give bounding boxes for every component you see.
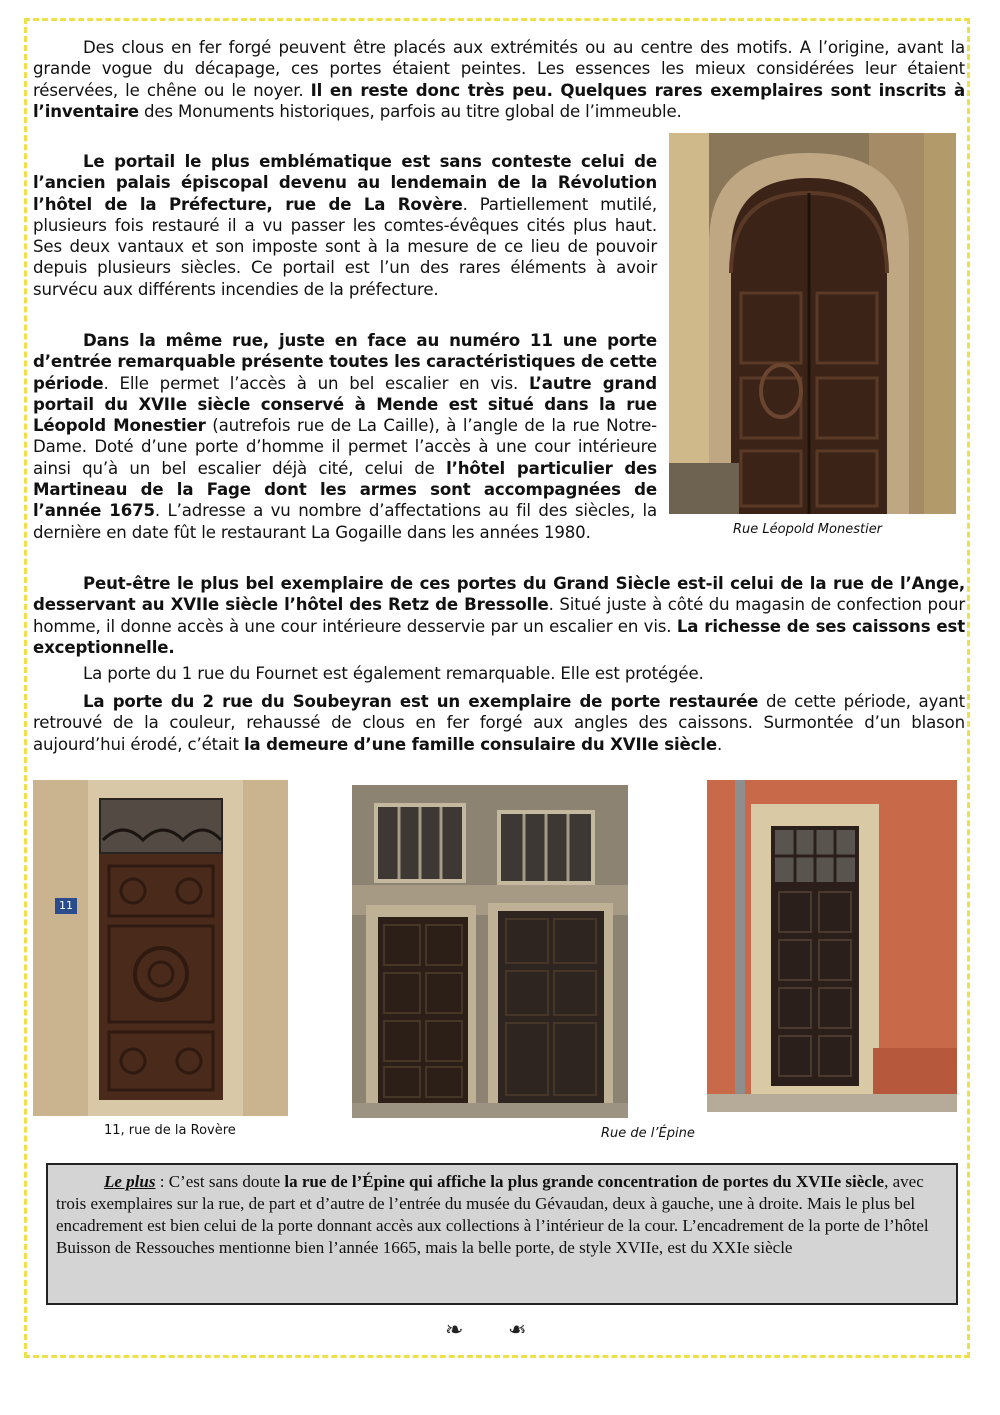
- text-segment: La porte du 1 rue du Fournet est également remarquable. Elle est protégée.: [83, 664, 704, 683]
- text-segment: Peut-être le plus bel exemplaire de ces portes du Grand Siècle est-il celui de la rue de l’Ange, desservant au XVIIe siècle l’hôtel des Retz de Bressolle: [33, 574, 965, 615]
- photo-portail-leopold-monestier: [669, 133, 956, 514]
- house-number-plaque: 11: [59, 899, 73, 912]
- photo-porte-rue-de-la-rovere: [33, 780, 288, 1116]
- text-segment: Des clous en fer forgé peuvent être placés aux extrémités ou au centre des motifs. A l’origine, avant la grande vogue du décapage, ces portes étaient peintes. Les essences les mieux considérées leur étaient réservées, le chêne ou le noyer.: [33, 38, 965, 100]
- photo-porte-rue-de-l-epine-2: [707, 780, 957, 1112]
- text-segment: Le portail le plus emblématique est sans conteste celui de l’ancien palais épiscopal devenu au lendemain de la Révolution l’hôtel de la Préfecture, rue de La Rovère: [33, 152, 657, 214]
- text-segment: des Monuments historiques, parfois au titre global de l’immeuble.: [138, 101, 682, 121]
- text-segment: Il en reste donc très peu. Quelques rares exemplaires sont inscrits à l’inventaire: [33, 80, 965, 121]
- paragraph-6: [33, 691, 965, 755]
- le-plus-label: Le plus: [104, 1172, 156, 1191]
- photo-portes-rue-de-l-epine-1: [352, 785, 628, 1118]
- paragraph-1: [33, 37, 965, 122]
- text-segment: L’autre grand portail du XVIIe siècle conservé à Mende est situé dans la rue Léopold Monestier: [33, 373, 657, 436]
- text-segment: de cette période, ayant retrouvé de la couleur, rehaussé de clous en fer forgé aux angles des caissons. Surmontée d’un blason aujourd’hui érodé, c’était: [33, 692, 965, 754]
- text-segment: La porte du 2 rue du Soubeyran est un exemplaire de porte restaurée: [83, 692, 759, 711]
- le-plus-text: , avec trois exemplaires sur la rue, de part et d’autre de l’entrée du musée du Gévaudan, deux à gauche, une à droite. Mais le plus bel encadrement est bien celui de la porte donnant accès aux collections à l’intérieur de la cour. L’encadrement de la porte de l’hôtel Buisson de Ressouches mentionne bien l’année 1665, mais la belle porte, de style XVIIe, est du XXIe siècle: [56, 1172, 929, 1257]
- text-segment: .: [716, 734, 723, 754]
- le-plus-highlight: la rue de l’Épine qui affiche la plus grande concentration de portes du XVIIe siècle: [284, 1172, 885, 1191]
- ornament-left-icon: ❧: [445, 1318, 464, 1343]
- text-segment: l’hôtel particulier des Martineau de la Fage dont les armes sont accompagnées de l’année 1675: [33, 458, 657, 521]
- text-segment: . L’adresse a vu nombre d’affectations au fil des siècles, la dernière en date fût le restaurant La Gogaille dans les années 1980.: [33, 501, 657, 542]
- paragraph-4: [33, 573, 965, 658]
- le-plus-separator: : C’est sans doute: [155, 1172, 285, 1191]
- text-segment: . Elle permet l’accès à un bel escalier en vis.: [103, 373, 530, 393]
- text-segment: La richesse de ses caissons est exceptionnelle.: [33, 616, 966, 657]
- text-segment: . Situé juste à côté du magasin de confection pour homme, il donne accès à une cour intérieure desservie par un escalier en vis.: [33, 595, 965, 636]
- le-plus-box: [46, 1163, 958, 1305]
- text-segment: . Partiellement mutilé, plusieurs fois restauré il a vu passer les comtes-évêques cités plus haut. Ses deux vantaux et son imposte sont à la mesure de ce lieu de pouvoir depuis plusieurs siècles. Ce portail est l’un des rares éléments à avoir survécu aux différents incendies de la préfecture.: [33, 194, 657, 299]
- paragraph-5: [33, 663, 965, 684]
- text-segment: la demeure d’une famille consulaire du XVIIe siècle: [243, 734, 717, 754]
- caption-rue-de-la-rovere: 11, rue de la Rovère: [104, 1123, 236, 1138]
- text-segment: Dans la même rue, juste en face au numéro 11 une porte d’entrée remarquable présente toutes les caractéristiques de cette période: [33, 331, 657, 393]
- ornament-right-icon: ❧: [508, 1318, 527, 1343]
- caption-rue-de-l-epine: Rue de l’Épine: [601, 1126, 695, 1141]
- paragraph-3: [33, 330, 657, 543]
- text-segment: (autrefois rue de La Caille), à l’angle de la rue Notre-Dame. Doté d’une porte d’homme il permet l’accès à une cour intérieure ainsi qu’à un bel escalier déjà cité, celui de: [33, 416, 658, 478]
- paragraph-2: [33, 151, 657, 300]
- caption-leopold-monestier: Rue Léopold Monestier: [733, 522, 883, 537]
